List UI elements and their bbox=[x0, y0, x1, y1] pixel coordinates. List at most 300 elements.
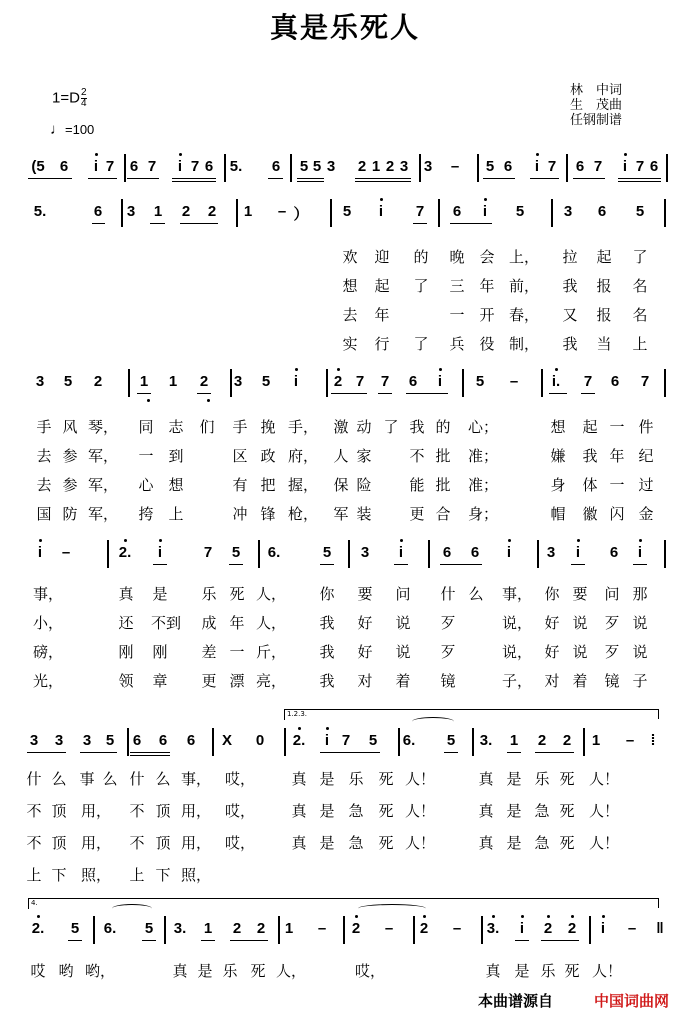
lyric-syllable: 哎 bbox=[30, 962, 46, 980]
note: 1 bbox=[371, 158, 381, 175]
beam-underline bbox=[268, 178, 283, 179]
ending-end bbox=[658, 898, 659, 908]
lyric-syllable: 乐 bbox=[540, 962, 556, 980]
note: 2 bbox=[385, 158, 395, 175]
lyric-syllable: 急 bbox=[348, 834, 364, 852]
lyric-syllable: 照， bbox=[80, 866, 112, 884]
lyric-syllable: 一 bbox=[609, 418, 625, 436]
note: i bbox=[637, 544, 643, 561]
lyric-syllable: 有 bbox=[232, 476, 248, 494]
lyric-syllable: 章 bbox=[152, 672, 168, 690]
note: – bbox=[452, 920, 462, 937]
beam-underline-second bbox=[172, 181, 216, 182]
note: 6 bbox=[93, 203, 103, 220]
octave-dot bbox=[380, 198, 383, 201]
lyric-syllable: 心； bbox=[467, 418, 499, 436]
barline bbox=[258, 540, 260, 568]
lyric-syllable: 死 bbox=[559, 834, 575, 852]
lyric-syllable: 领 bbox=[118, 672, 134, 690]
barline bbox=[413, 916, 415, 944]
note: 2 bbox=[93, 373, 103, 390]
lyric-syllable: 握， bbox=[287, 476, 319, 494]
beam-underline bbox=[507, 752, 521, 753]
lyric-syllable: 漂 bbox=[229, 672, 245, 690]
first-ending-bracket bbox=[284, 709, 659, 720]
lyric-syllable: 光， bbox=[32, 672, 64, 690]
first-ending-label: 1.2.3. bbox=[287, 710, 308, 718]
note: i bbox=[482, 203, 488, 220]
lyric-syllable: 子， bbox=[501, 672, 533, 690]
last-ending-label: 4. bbox=[31, 899, 38, 907]
lyric-syllable: 军， bbox=[87, 505, 119, 523]
lyric-syllable: 了 bbox=[632, 248, 648, 266]
lyric-syllable: 的 bbox=[435, 418, 451, 436]
lyric-syllable: 一 bbox=[449, 306, 465, 324]
lyric-syllable: 歹 bbox=[440, 643, 456, 661]
lyric-syllable: 年 bbox=[479, 277, 495, 295]
lyric-syllable: 死 bbox=[564, 962, 580, 980]
lyric-syllable: 们 bbox=[199, 418, 215, 436]
lyric-syllable: 对 bbox=[544, 672, 560, 690]
lyric-syllable: 要 bbox=[572, 585, 588, 603]
beam-underline bbox=[230, 940, 268, 941]
lyric-syllable: 真 bbox=[478, 802, 494, 820]
note: 2 bbox=[543, 920, 553, 937]
beam-underline bbox=[229, 564, 243, 565]
notation-row bbox=[0, 534, 690, 574]
beam-underline bbox=[320, 564, 334, 565]
lyric-syllable: 死 bbox=[378, 834, 394, 852]
lyric-syllable: 什 bbox=[26, 770, 42, 788]
beam-underline bbox=[633, 564, 647, 565]
lyric-syllable: 哎， bbox=[224, 770, 256, 788]
lyric-syllable: 事， bbox=[501, 585, 533, 603]
note: 2 bbox=[232, 920, 242, 937]
lyric-syllable: 参 bbox=[62, 476, 78, 494]
lyric-syllable: 照， bbox=[180, 866, 212, 884]
note: 5 bbox=[231, 544, 241, 561]
note: 7 bbox=[341, 732, 351, 749]
lyric-syllable: 过 bbox=[638, 476, 654, 494]
lyric-syllable: 人！ bbox=[591, 962, 623, 980]
lyric-syllable: 用， bbox=[180, 802, 212, 820]
octave-dot bbox=[124, 539, 127, 542]
lyric-syllable: 一 bbox=[609, 476, 625, 494]
note: i bbox=[575, 544, 581, 561]
lyric-syllable: 年 bbox=[374, 306, 390, 324]
note: 1 bbox=[168, 373, 178, 390]
notation-row bbox=[0, 148, 690, 188]
note: 0 bbox=[255, 732, 265, 749]
note: 7 bbox=[190, 158, 200, 175]
lyric-syllable: 小， bbox=[32, 614, 64, 632]
lyric-syllable: 好 bbox=[544, 614, 560, 632]
octave-dot bbox=[577, 539, 580, 542]
octave-dot bbox=[521, 915, 524, 918]
beam-underline bbox=[142, 940, 156, 941]
lyric-syllable: 么 bbox=[51, 770, 67, 788]
beam-underline-second bbox=[618, 181, 661, 182]
lyric-syllable: 兵 bbox=[449, 335, 465, 353]
note: 6 bbox=[649, 158, 659, 175]
octave-dot bbox=[37, 915, 40, 918]
beam-underline bbox=[180, 223, 218, 224]
lyric-syllable: 事 bbox=[79, 770, 95, 788]
note: i bbox=[398, 544, 404, 561]
lyric-syllable: 顶 bbox=[51, 802, 67, 820]
lyric-syllable: 真 bbox=[291, 834, 307, 852]
lyric-syllable: 刚 bbox=[118, 643, 134, 661]
lyric-syllable: 是 bbox=[319, 802, 335, 820]
lyric-syllable: 死 bbox=[559, 770, 575, 788]
note: 7 bbox=[355, 373, 365, 390]
note: 2 bbox=[419, 920, 429, 937]
note: 2. bbox=[292, 732, 306, 749]
barline bbox=[212, 728, 214, 756]
beam-underline bbox=[618, 178, 661, 179]
note: 3 bbox=[360, 544, 370, 561]
note: i bbox=[378, 203, 384, 220]
lyric-syllable: 更 bbox=[409, 505, 425, 523]
octave-dot bbox=[95, 153, 98, 156]
lyric-syllable: 子 bbox=[632, 672, 648, 690]
lyric-syllable: 闪 bbox=[609, 505, 625, 523]
beam-underline bbox=[68, 940, 82, 941]
lyric-syllable: 春， bbox=[508, 306, 540, 324]
beam-underline bbox=[172, 178, 216, 179]
lyric-syllable: 乐 bbox=[534, 770, 550, 788]
barline bbox=[477, 154, 479, 182]
lyric-syllable: 手 bbox=[36, 418, 52, 436]
lyric-syllable: 我 bbox=[562, 277, 578, 295]
barline bbox=[481, 916, 483, 944]
lyric-syllable: 挎 bbox=[138, 505, 154, 523]
lyric-syllable: 好 bbox=[357, 614, 373, 632]
lyric-syllable: 磅， bbox=[32, 643, 64, 661]
octave-dot bbox=[295, 368, 298, 371]
lyric-syllable: 政 bbox=[260, 447, 276, 465]
barline bbox=[230, 369, 232, 397]
note: – bbox=[509, 373, 519, 390]
lyric-syllable: 想 bbox=[550, 418, 566, 436]
lyric-syllable: 问 bbox=[395, 585, 411, 603]
lyric-syllable: 到 bbox=[168, 447, 184, 465]
lyric-syllable: 真 bbox=[478, 770, 494, 788]
lyric-syllable: 批 bbox=[435, 476, 451, 494]
note: 7 bbox=[583, 373, 593, 390]
lyric-syllable: 三 bbox=[449, 277, 465, 295]
barline bbox=[164, 916, 166, 944]
beam-underline bbox=[28, 178, 72, 179]
octave-dot bbox=[492, 915, 495, 918]
lyric-syllable: 帽 bbox=[550, 505, 566, 523]
beam-underline bbox=[201, 940, 215, 941]
barline bbox=[589, 916, 591, 944]
barline bbox=[566, 154, 568, 182]
note: 5 bbox=[105, 732, 115, 749]
note: 6 bbox=[408, 373, 418, 390]
lyric-syllable: 不 bbox=[129, 834, 145, 852]
note: – bbox=[317, 920, 327, 937]
beam-underline bbox=[197, 393, 211, 394]
lyric-syllable: 对 bbox=[357, 672, 373, 690]
lyric-syllable: 说 bbox=[572, 643, 588, 661]
lyric-syllable: 去 bbox=[36, 447, 52, 465]
lyric-syllable: 想 bbox=[168, 476, 184, 494]
beam-underline-second bbox=[355, 181, 411, 182]
octave-dot bbox=[571, 915, 574, 918]
slur bbox=[412, 717, 454, 726]
lyric-syllable: 人！ bbox=[404, 770, 436, 788]
note: 3 bbox=[546, 544, 556, 561]
note: – bbox=[450, 158, 460, 175]
lyric-syllable: 拉 bbox=[562, 248, 578, 266]
octave-dot bbox=[439, 368, 442, 371]
beam-underline bbox=[130, 752, 170, 753]
octave-dot bbox=[484, 198, 487, 201]
note: 1 bbox=[284, 920, 294, 937]
beam-underline bbox=[355, 178, 411, 179]
barline bbox=[398, 728, 400, 756]
lyric-syllable: 歹 bbox=[604, 643, 620, 661]
note: 3 bbox=[29, 732, 39, 749]
lyric-syllable: 不 bbox=[26, 802, 42, 820]
lyric-syllable: 么 bbox=[155, 770, 171, 788]
note: 6 bbox=[597, 203, 607, 220]
note: 5. bbox=[229, 158, 243, 175]
lyric-syllable: 制， bbox=[508, 335, 540, 353]
lyric-syllable: 人！ bbox=[404, 834, 436, 852]
notation-row bbox=[0, 193, 690, 233]
barline bbox=[330, 199, 332, 227]
note: 6 bbox=[442, 544, 452, 561]
note: 6 bbox=[575, 158, 585, 175]
note: 5 bbox=[515, 203, 525, 220]
note: 2 bbox=[357, 158, 367, 175]
note: 5 bbox=[342, 203, 352, 220]
lyric-syllable: 刚 bbox=[152, 643, 168, 661]
tempo-value: =100 bbox=[65, 122, 95, 137]
octave-dot bbox=[508, 539, 511, 542]
lyric-syllable: 准； bbox=[467, 447, 499, 465]
note: i bbox=[506, 544, 512, 561]
lyric-syllable: 不 bbox=[409, 447, 425, 465]
barline bbox=[664, 199, 666, 227]
lyric-syllable: 更 bbox=[201, 672, 217, 690]
note: 5 bbox=[475, 373, 485, 390]
note: 6 bbox=[129, 158, 139, 175]
note: 2 bbox=[207, 203, 217, 220]
barline bbox=[236, 199, 238, 227]
lyric-syllable: 什 bbox=[129, 770, 145, 788]
note: i bbox=[437, 373, 443, 390]
lyric-syllable: 急 bbox=[534, 802, 550, 820]
key-signature bbox=[52, 88, 87, 109]
note: 3. bbox=[486, 920, 500, 937]
note: 7 bbox=[203, 544, 213, 561]
lyric-syllable: 是 bbox=[514, 962, 530, 980]
lyric-syllable: 斤， bbox=[255, 643, 287, 661]
lyric-syllable: 好 bbox=[357, 643, 373, 661]
octave-dot bbox=[423, 915, 426, 918]
octave-dot bbox=[602, 915, 605, 918]
lyric-syllable: 琴， bbox=[87, 418, 119, 436]
note: – bbox=[384, 920, 394, 937]
lyric-syllable: 用， bbox=[80, 834, 112, 852]
notation-row bbox=[0, 363, 690, 403]
lyric-syllable: 名 bbox=[632, 277, 648, 295]
lyric-syllable: 同 bbox=[138, 418, 154, 436]
barline bbox=[428, 540, 430, 568]
lyric-syllable: 手 bbox=[232, 418, 248, 436]
lyric-syllable: 一 bbox=[138, 447, 154, 465]
note: i bbox=[37, 544, 43, 561]
lyric-syllable: 亮， bbox=[255, 672, 287, 690]
lyric-syllable: 防 bbox=[62, 505, 78, 523]
barline bbox=[290, 154, 292, 182]
lyric-syllable: 年 bbox=[609, 447, 625, 465]
note: 5 bbox=[635, 203, 645, 220]
octave-dot bbox=[147, 399, 150, 402]
note: 1 bbox=[509, 732, 519, 749]
lyric-syllable: 真 bbox=[291, 770, 307, 788]
note: 3 bbox=[54, 732, 64, 749]
composer-credit: 生 茂曲 bbox=[570, 98, 623, 113]
beam-underline bbox=[92, 223, 105, 224]
lyric-syllable: 是 bbox=[319, 834, 335, 852]
octave-dot bbox=[39, 539, 42, 542]
barline bbox=[93, 916, 95, 944]
note: 6 bbox=[503, 158, 513, 175]
lyric-syllable: 去 bbox=[342, 306, 358, 324]
note: 5 bbox=[368, 732, 378, 749]
lyric-syllable: 上 bbox=[26, 866, 42, 884]
barline bbox=[107, 540, 109, 568]
notation-row bbox=[0, 910, 690, 950]
lyric-syllable: 体 bbox=[582, 476, 598, 494]
lyric-syllable: 晚 bbox=[449, 248, 465, 266]
lyric-syllable: 上 bbox=[168, 505, 184, 523]
key-label: 1=D bbox=[52, 89, 80, 107]
lyric-syllable: 说 bbox=[395, 643, 411, 661]
source-site[interactable]: 中国词曲网 bbox=[594, 992, 670, 1010]
lyric-syllable: 报 bbox=[596, 306, 612, 324]
barline bbox=[664, 369, 666, 397]
transcriber-credit: 任钢制谱 bbox=[570, 113, 623, 128]
note: 3 bbox=[233, 373, 243, 390]
lyric-syllable: 实 bbox=[342, 335, 358, 353]
lyric-syllable: 手， bbox=[287, 418, 319, 436]
lyric-syllable: 枪， bbox=[287, 505, 319, 523]
lyric-syllable: 激 bbox=[333, 418, 349, 436]
note: X bbox=[221, 732, 233, 749]
note: 6 bbox=[132, 732, 142, 749]
barline bbox=[462, 369, 464, 397]
beam-underline bbox=[127, 178, 159, 179]
note: 5 bbox=[322, 544, 332, 561]
note: 3. bbox=[173, 920, 187, 937]
note: i bbox=[600, 920, 606, 937]
source-label: 本曲谱源自 bbox=[478, 992, 554, 1010]
beam-underline bbox=[535, 752, 574, 753]
beam-underline bbox=[88, 178, 117, 179]
lyric-syllable: 问 bbox=[604, 585, 620, 603]
note: – bbox=[61, 544, 71, 561]
lyric-syllable: 么 bbox=[468, 585, 484, 603]
lyric-syllable: 乐 bbox=[201, 585, 217, 603]
lyric-syllable: 了 bbox=[413, 335, 429, 353]
lyric-syllable: 哎， bbox=[354, 962, 386, 980]
lyric-syllable: 事， bbox=[180, 770, 212, 788]
lyric-syllable: 说 bbox=[395, 614, 411, 632]
note: 3 bbox=[35, 373, 45, 390]
lyric-syllable: 保 bbox=[333, 476, 349, 494]
lyric-syllable: 挽 bbox=[260, 418, 276, 436]
lyric-syllable: 开 bbox=[479, 306, 495, 324]
lyric-syllable: 要 bbox=[357, 585, 373, 603]
quarter-note-icon: ♩ bbox=[50, 121, 65, 138]
note: 3 bbox=[423, 158, 433, 175]
beam-underline bbox=[394, 564, 408, 565]
note: 5 bbox=[485, 158, 495, 175]
lyric-syllable: 身； bbox=[467, 505, 499, 523]
lyric-syllable: 真 bbox=[485, 962, 501, 980]
lyric-syllable: 了 bbox=[383, 418, 399, 436]
lyric-syllable: 上 bbox=[632, 335, 648, 353]
lyric-syllable: 歹 bbox=[604, 614, 620, 632]
note: 6 bbox=[609, 544, 619, 561]
lyric-syllable: 不到 bbox=[150, 614, 182, 632]
lyric-syllable: 能 bbox=[409, 476, 425, 494]
lyric-syllable: 死 bbox=[559, 802, 575, 820]
lyric-syllable: 家 bbox=[356, 447, 372, 465]
tie bbox=[358, 904, 426, 913]
lyric-syllable: 身 bbox=[550, 476, 566, 494]
lyric-syllable: 役 bbox=[479, 335, 495, 353]
lyric-syllable: 哎， bbox=[224, 834, 256, 852]
barline bbox=[121, 199, 123, 227]
lyric-syllable: 真 bbox=[118, 585, 134, 603]
beam-underline bbox=[153, 564, 167, 565]
barline bbox=[541, 369, 543, 397]
lyric-syllable: 用， bbox=[80, 802, 112, 820]
lyric-syllable: 人， bbox=[255, 585, 287, 603]
lyric-syllable: 起 bbox=[596, 248, 612, 266]
lyric-syllable: 把 bbox=[260, 476, 276, 494]
barline bbox=[551, 199, 553, 227]
lyric-syllable: 我 bbox=[409, 418, 425, 436]
lyric-syllable: 又 bbox=[562, 306, 578, 324]
beam-underline bbox=[530, 178, 559, 179]
lyric-syllable: 事， bbox=[32, 585, 64, 603]
lyric-syllable: 人！ bbox=[404, 802, 436, 820]
lyric-syllable: 镜 bbox=[604, 672, 620, 690]
barline bbox=[664, 540, 666, 568]
lyric-syllable: 了 bbox=[413, 277, 429, 295]
beam-underline bbox=[549, 393, 567, 394]
lyric-syllable: 国 bbox=[36, 505, 52, 523]
barline bbox=[583, 728, 585, 756]
lyric-syllable: 军 bbox=[333, 505, 349, 523]
lyric-syllable: 件 bbox=[638, 418, 654, 436]
note: 6. bbox=[402, 732, 416, 749]
note: 6. bbox=[103, 920, 117, 937]
time-top: 2 bbox=[80, 87, 87, 98]
lyric-syllable: 心 bbox=[138, 476, 154, 494]
note: i bbox=[177, 158, 183, 175]
beam-underline bbox=[137, 393, 151, 394]
lyric-syllable: 成 bbox=[201, 614, 217, 632]
